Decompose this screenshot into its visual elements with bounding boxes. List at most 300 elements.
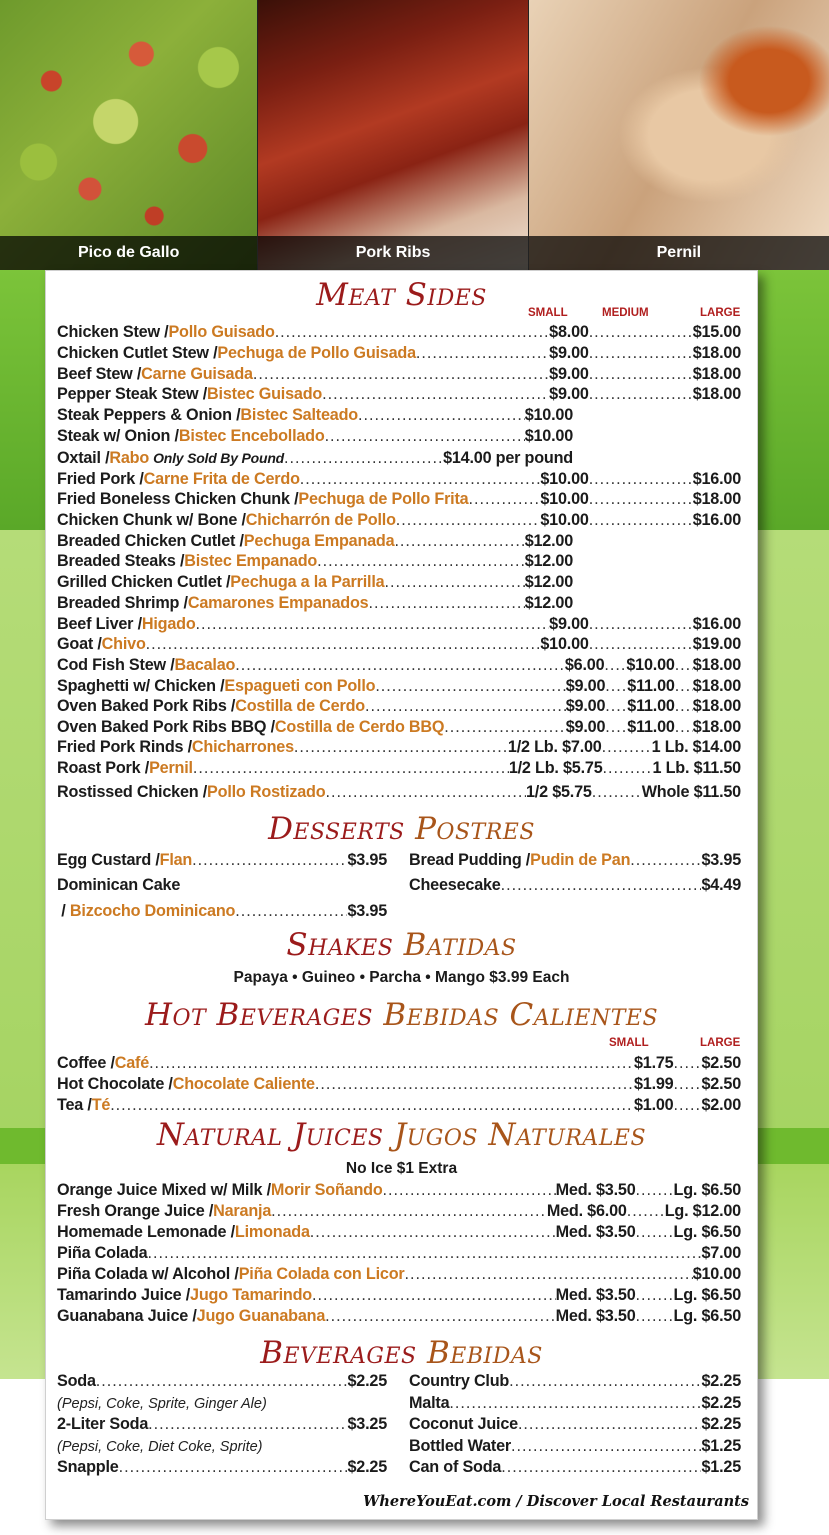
price-large: $2.00 — [701, 1096, 741, 1114]
item-name-es: Café — [114, 1054, 150, 1072]
col-head-medium: MEDIUM — [602, 307, 649, 319]
leader-dots — [589, 365, 693, 384]
item-name: Piña Colada — [57, 1244, 148, 1262]
photo-caption: Pico de Gallo — [0, 236, 257, 270]
price-small: $6.00 — [564, 656, 605, 674]
item-name-es: Bistec Guisado — [207, 385, 323, 403]
meat-side-item — [57, 365, 741, 385]
beverage-item — [409, 1437, 741, 1457]
col-head-large: LARGE — [700, 307, 741, 319]
item-name: Coconut Juice — [409, 1415, 518, 1433]
price-large: $16.00 — [692, 511, 741, 529]
item-subtext: (Pepsi, Coke, Diet Coke, Sprite) — [57, 1439, 263, 1455]
hot-beverage-item — [57, 1054, 741, 1074]
section-title-shakes — [46, 927, 757, 963]
leader-dots — [192, 851, 347, 870]
item-name-es: Higado — [141, 615, 196, 633]
juice-item — [57, 1286, 741, 1306]
item-name: Bottled Water — [409, 1437, 512, 1455]
leader-dots — [322, 385, 549, 404]
item-name-es: Bistec Encebollado — [178, 427, 325, 445]
beverage-item — [409, 1394, 741, 1414]
dessert-item — [57, 902, 387, 922]
leader-dots — [675, 656, 693, 675]
price-medium: $11.00 — [627, 697, 675, 715]
leader-dots — [509, 1372, 701, 1391]
meat-side-item — [57, 406, 741, 426]
item-name: Fried Pork / — [57, 470, 144, 488]
leader-dots — [675, 677, 693, 696]
item-name: Cheesecake — [409, 876, 501, 894]
price-medium: Med. $3.50 — [555, 1223, 636, 1241]
meat-side-item — [57, 759, 741, 779]
price-large: $16.00 — [692, 470, 741, 488]
meat-side-item — [57, 718, 741, 738]
item-name: Spaghetti w/ Chicken / — [57, 677, 225, 695]
item-name: Coffee / — [57, 1054, 115, 1072]
item-name: Goat / — [57, 635, 102, 653]
item-name: Homemade Lemonade / — [57, 1223, 235, 1241]
item-name: Oxtail / — [57, 449, 110, 467]
item-name: Breaded Steaks / — [57, 552, 185, 570]
item-name: Breaded Shrimp / — [57, 594, 188, 612]
price-large: $7.00 — [701, 1244, 741, 1262]
leader-dots — [627, 1202, 665, 1221]
leader-dots — [368, 594, 524, 613]
meat-side-item — [57, 323, 741, 343]
section-title-desserts — [46, 811, 757, 847]
item-name-es: Pollo Guisado — [168, 323, 275, 341]
item-name-es: Costilla de Cerdo — [235, 697, 365, 715]
item-name-es: Rabo — [109, 449, 150, 467]
price-small: $9.00 — [549, 385, 589, 403]
price-small: $10.00 — [524, 406, 573, 424]
leader-dots — [315, 1075, 634, 1094]
price-small: $14.00 per pound — [443, 449, 573, 467]
item-name: Fried Pork Rinds / — [57, 738, 192, 756]
leader-dots — [602, 738, 652, 757]
meat-side-item — [57, 385, 741, 405]
section-title-es: Bebidas Calientes — [383, 997, 659, 1033]
item-name-es: Chivo — [101, 635, 146, 653]
meat-side-item — [57, 511, 741, 531]
item-name-es: Té — [91, 1096, 111, 1114]
item-name-es: Pernil — [149, 759, 193, 777]
item-name-es: Jugo Tamarindo — [190, 1286, 312, 1304]
price-small: $10.00 — [540, 470, 589, 488]
section-title-text: Meat Sides — [316, 277, 487, 313]
beverage-item — [57, 1372, 387, 1392]
photo-caption: Pork Ribs — [258, 236, 527, 270]
photo-pernil — [529, 0, 829, 270]
item-name: Bread Pudding / — [409, 851, 531, 869]
item-name-es: Carne Guisada — [141, 365, 253, 383]
price-large: $16.00 — [692, 615, 741, 633]
section-title-en: Desserts — [268, 811, 405, 847]
item-price: $1.25 — [701, 1437, 741, 1455]
item-name: Chicken Stew / — [57, 323, 169, 341]
leader-dots — [312, 1286, 556, 1305]
item-price: $3.25 — [347, 1415, 387, 1433]
meat-side-item — [57, 677, 741, 697]
price-small: $9.00 — [565, 697, 606, 715]
leader-dots — [468, 490, 540, 509]
leader-dots — [636, 1223, 674, 1242]
leader-dots — [604, 656, 626, 675]
leader-dots — [673, 1096, 701, 1115]
price-small: 1/2 Lb. $5.75 — [508, 759, 603, 777]
leader-dots — [193, 759, 509, 778]
leader-dots — [675, 718, 693, 737]
price-small: $12.00 — [524, 532, 573, 550]
price-small: $10.00 — [540, 490, 589, 508]
item-price: $3.95 — [347, 851, 387, 869]
price-large: Lg. $6.50 — [673, 1181, 741, 1199]
item-note: Only Sold By Pound — [153, 450, 285, 466]
item-name: Chicken Cutlet Stew / — [57, 344, 218, 362]
item-name: Steak Peppers & Onion / — [57, 406, 241, 424]
leader-dots — [384, 573, 524, 592]
meat-side-item — [57, 344, 741, 364]
leader-dots — [605, 718, 627, 737]
item-name: Orange Juice Mixed w/ Milk / — [57, 1181, 271, 1199]
leader-dots — [146, 635, 541, 654]
meat-side-item — [57, 738, 741, 758]
section-title-en: Shakes — [286, 927, 394, 963]
col-head-large: LARGE — [700, 1037, 741, 1049]
dessert-item — [409, 851, 741, 871]
leader-dots — [365, 697, 566, 716]
item-name-es: Costilla de Cerdo BBQ — [274, 718, 445, 736]
item-name-es: Pechuga Empanada — [243, 532, 395, 550]
leader-dots — [196, 615, 550, 634]
item-price: $4.49 — [701, 876, 741, 894]
price-large: $19.00 — [692, 635, 741, 653]
item-name-es: Espagueti con Pollo — [224, 677, 376, 695]
leader-dots — [149, 1054, 634, 1073]
price-large: $18.00 — [692, 718, 741, 736]
leader-dots — [589, 344, 693, 363]
item-name: Beef Liver / — [57, 615, 142, 633]
beverage-item — [409, 1372, 741, 1392]
leader-dots — [449, 1394, 701, 1413]
price-medium: Med. $3.50 — [555, 1307, 636, 1325]
beverage-item — [409, 1458, 741, 1478]
section-title-es: Jugos Naturales — [393, 1117, 647, 1153]
price-large: $18.00 — [692, 344, 741, 362]
item-price: $2.25 — [701, 1415, 741, 1433]
leader-dots — [589, 385, 693, 404]
item-name: Tamarindo Juice / — [57, 1286, 191, 1304]
price-small: $9.00 — [549, 344, 589, 362]
leader-dots — [325, 1307, 555, 1326]
leader-dots — [310, 1223, 556, 1242]
item-name-es: Bizcocho Dominicano — [69, 902, 236, 920]
leader-dots — [294, 738, 508, 757]
item-name-es: Chicharrones — [191, 738, 294, 756]
dessert-item — [57, 876, 387, 896]
price-small: $10.00 — [540, 511, 589, 529]
item-name-es: Pechuga de Pollo Frita — [298, 490, 469, 508]
item-price: $3.95 — [701, 851, 741, 869]
item-price: $3.95 — [347, 902, 387, 920]
leader-dots — [325, 783, 526, 802]
leader-dots — [271, 1202, 547, 1221]
price-large: $18.00 — [692, 656, 741, 674]
price-small: $12.00 — [524, 594, 573, 612]
price-small: $9.00 — [549, 365, 589, 383]
item-name-es: Camarones Empanados — [187, 594, 369, 612]
dessert-item — [409, 876, 741, 896]
price-small: $1.75 — [633, 1054, 674, 1072]
leader-dots — [511, 1437, 701, 1456]
leader-dots — [275, 323, 549, 342]
leader-dots — [317, 552, 525, 571]
leader-dots — [325, 427, 525, 446]
item-name-es: Limonada — [234, 1223, 310, 1241]
price-large: $15.00 — [692, 323, 741, 341]
juice-item — [57, 1244, 741, 1264]
price-small: $9.00 — [565, 677, 606, 695]
price-medium: $10.00 — [626, 656, 675, 674]
meat-side-item — [57, 615, 741, 635]
meat-side-item — [57, 573, 741, 593]
photo-pork-ribs — [258, 0, 528, 270]
menu-card — [45, 270, 758, 1520]
price-large: $2.50 — [701, 1054, 741, 1072]
item-name-es: Bacalao — [174, 656, 236, 674]
col-head-small: SMALL — [609, 1037, 649, 1049]
leader-dots — [235, 656, 565, 675]
item-name: Country Club — [409, 1372, 510, 1390]
leader-dots — [375, 677, 565, 696]
meat-side-item — [57, 449, 741, 469]
item-name-es: Piña Colada con Licor — [238, 1265, 405, 1283]
item-price: $2.25 — [701, 1372, 741, 1390]
leader-dots — [110, 1096, 634, 1115]
meat-side-item — [57, 594, 741, 614]
leader-dots — [630, 851, 701, 870]
price-large: Lg. $6.50 — [673, 1223, 741, 1241]
item-price: $1.25 — [701, 1458, 741, 1476]
meat-side-item — [57, 427, 741, 447]
section-title-en: Hot Beverages — [144, 997, 373, 1033]
leader-dots — [501, 1458, 701, 1477]
hot-beverage-item — [57, 1096, 741, 1116]
section-title-es: Postres — [415, 811, 535, 847]
beverage-item — [409, 1415, 741, 1435]
leader-dots — [405, 1265, 693, 1284]
price-small: $9.00 — [549, 615, 589, 633]
price-large: $10.00 — [692, 1265, 741, 1283]
photo-caption: Pernil — [529, 236, 829, 270]
price-small: $1.00 — [633, 1096, 674, 1114]
price-large: Lg. $6.50 — [673, 1286, 741, 1304]
item-name: Fried Boneless Chicken Chunk / — [57, 490, 299, 508]
photo-pico-de-gallo — [0, 0, 258, 270]
item-name-es: Morir Soñando — [270, 1181, 383, 1199]
item-name: Cod Fish Stew / — [57, 656, 175, 674]
item-name: Grilled Chicken Cutlet / — [57, 573, 231, 591]
footer-credit: WhereYouEat.com / Discover Local Restaurants — [363, 1493, 749, 1510]
col-head-small: SMALL — [528, 307, 568, 319]
item-name-es: Pechuga de Pollo Guisada — [217, 344, 416, 362]
price-small: $12.00 — [524, 552, 573, 570]
meat-side-item — [57, 490, 741, 510]
leader-dots — [589, 323, 693, 342]
item-name-es: Pudin de Pan — [530, 851, 631, 869]
item-name: Guanabana Juice / — [57, 1307, 197, 1325]
item-name: Breaded Chicken Cutlet / — [57, 532, 244, 550]
leader-dots — [394, 532, 524, 551]
leader-dots — [383, 1181, 556, 1200]
meat-side-item — [57, 697, 741, 717]
price-large: Whole $11.50 — [641, 783, 741, 801]
item-name-es: Pechuga a la Parrilla — [230, 573, 385, 591]
item-name: Tea / — [57, 1096, 92, 1114]
beverage-item — [57, 1458, 387, 1478]
item-name: Dominican Cake — [57, 876, 181, 894]
item-name-es: Jugo Guanabana — [196, 1307, 326, 1325]
section-title-es: Batidas — [403, 927, 517, 963]
price-large: $18.00 — [692, 490, 741, 508]
leader-dots — [605, 677, 627, 696]
price-large: $18.00 — [692, 385, 741, 403]
section-title-hot-beverages — [46, 997, 757, 1033]
price-small: $12.00 — [524, 573, 573, 591]
juice-item — [57, 1223, 741, 1243]
price-medium: $11.00 — [627, 718, 675, 736]
juice-item — [57, 1307, 741, 1327]
item-name-es: Flan — [159, 851, 193, 869]
item-price: $2.25 — [347, 1372, 387, 1390]
section-title-juices — [46, 1117, 757, 1153]
price-medium: Med. $3.50 — [555, 1181, 636, 1199]
leader-dots — [148, 1415, 347, 1434]
price-large: 1 Lb. $11.50 — [652, 759, 741, 777]
section-title-en: Natural Juices — [156, 1117, 384, 1153]
leader-dots — [673, 1054, 701, 1073]
item-name: Egg Custard / — [57, 851, 160, 869]
leader-dots — [119, 1458, 348, 1477]
price-medium: Med. $3.50 — [555, 1286, 636, 1304]
item-price: $2.25 — [347, 1458, 387, 1476]
juice-item — [57, 1265, 741, 1285]
meat-side-item — [57, 552, 741, 572]
price-small: 1/2 Lb. $7.00 — [507, 738, 602, 756]
item-price: $2.25 — [701, 1394, 741, 1412]
item-name-es: Naranja — [213, 1202, 272, 1220]
price-large: Lg. $6.50 — [673, 1307, 741, 1325]
price-large: $2.50 — [701, 1075, 741, 1093]
item-name-es: Chicharrón de Pollo — [245, 511, 396, 529]
price-large: Lg. $12.00 — [664, 1202, 741, 1220]
juices-note: No Ice $1 Extra — [345, 1160, 458, 1177]
item-name: Rostissed Chicken / — [57, 783, 208, 801]
leader-dots — [589, 511, 693, 530]
item-name: Steak w/ Onion / — [57, 427, 179, 445]
leader-dots — [96, 1372, 348, 1391]
leader-dots — [358, 406, 525, 425]
juice-item — [57, 1181, 741, 1201]
leader-dots — [673, 1075, 701, 1094]
item-name: / — [57, 902, 70, 920]
meat-side-item — [57, 470, 741, 490]
leader-dots — [636, 1286, 674, 1305]
leader-dots — [518, 1415, 702, 1434]
price-small: $10.00 — [524, 427, 573, 445]
section-title-meat-sides — [46, 277, 757, 313]
item-name: Oven Baked Pork Ribs / — [57, 697, 236, 715]
price-large: $18.00 — [692, 365, 741, 383]
price-small: $10.00 — [540, 635, 589, 653]
leader-dots — [501, 876, 702, 895]
leader-dots — [444, 718, 565, 737]
leader-dots — [589, 470, 693, 489]
item-name-es: Bistec Empanado — [184, 552, 318, 570]
item-name: Soda — [57, 1372, 96, 1390]
leader-dots — [300, 470, 541, 489]
photo-strip — [0, 0, 829, 270]
leader-dots — [636, 1307, 674, 1326]
item-name: Can of Soda — [409, 1458, 502, 1476]
leader-dots — [253, 365, 549, 384]
dessert-item — [57, 851, 387, 871]
item-name: 2-Liter Soda — [57, 1415, 149, 1433]
leader-dots — [284, 449, 443, 468]
leader-dots — [636, 1181, 674, 1200]
leader-dots — [603, 759, 653, 778]
meat-side-item — [57, 656, 741, 676]
leader-dots — [147, 1244, 701, 1263]
item-name: Hot Chocolate / — [57, 1075, 173, 1093]
item-name: Piña Colada w/ Alcohol / — [57, 1265, 239, 1283]
leader-dots — [416, 344, 549, 363]
price-large: $18.00 — [692, 697, 741, 715]
item-name: Snapple — [57, 1458, 119, 1476]
price-small: $1.99 — [633, 1075, 674, 1093]
price-large: $18.00 — [692, 677, 741, 695]
item-name: Oven Baked Pork Ribs BBQ / — [57, 718, 275, 736]
section-title-en: Beverages — [260, 1335, 417, 1371]
juice-item — [57, 1202, 741, 1222]
price-small: $8.00 — [549, 323, 589, 341]
item-name: Chicken Chunk w/ Bone / — [57, 511, 246, 529]
shakes-flavors: Papaya • Guineo • Parcha • Mango $3.99 Each — [233, 969, 570, 986]
leader-dots — [396, 511, 541, 530]
item-name-es: Pollo Rostizado — [207, 783, 326, 801]
item-name-es: Bistec Salteado — [240, 406, 358, 424]
item-name: Fresh Orange Juice / — [57, 1202, 214, 1220]
leader-dots — [675, 697, 693, 716]
price-small: $9.00 — [565, 718, 606, 736]
leader-dots — [605, 697, 627, 716]
section-title-beverages — [46, 1335, 757, 1371]
item-subtext: (Pepsi, Coke, Sprite, Ginger Ale) — [57, 1396, 267, 1412]
item-name: Beef Stew / — [57, 365, 142, 383]
hot-beverage-item — [57, 1075, 741, 1095]
leader-dots — [589, 635, 693, 654]
price-large: 1 Lb. $14.00 — [651, 738, 741, 756]
item-name: Roast Pork / — [57, 759, 150, 777]
leader-dots — [235, 902, 347, 921]
meat-side-item — [57, 532, 741, 552]
meat-side-item — [57, 635, 741, 655]
beverage-item — [57, 1415, 387, 1435]
item-name: Malta — [409, 1394, 450, 1412]
leader-dots — [592, 783, 642, 802]
price-medium: Med. $6.00 — [546, 1202, 627, 1220]
